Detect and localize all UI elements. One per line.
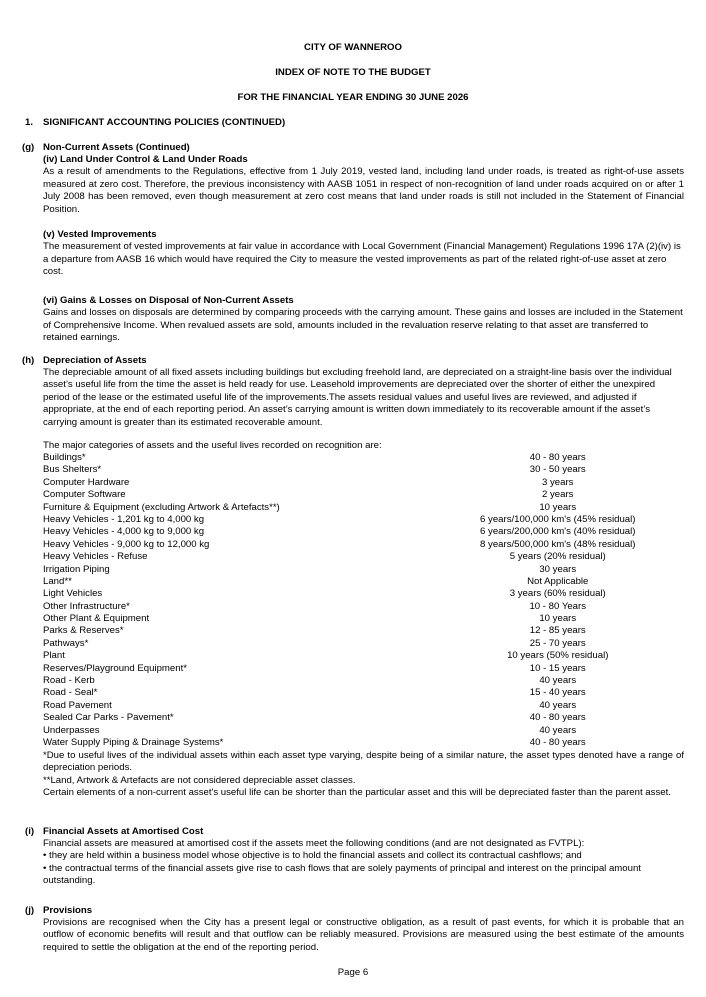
useful-life: 40 - 80 years xyxy=(529,712,586,724)
land-under-roads-text: As a result of amendments to the Regulations, effective from 1 July 2019, vested land, including land under roads, is treated as right-of-use assets measured at zero cost. Therefore, the previous inconsistency with AASB 1051 in respect of non-recognition of land under roads acquired on or after 1 July 2008 has been removed, even though measurement at zero cost means that land under roads is still not included in the Statement of Financial Position. xyxy=(43,166,684,215)
asset-category: Furniture & Equipment (excluding Artwork & Artefacts**) xyxy=(43,501,280,513)
useful-life: 6 years/200,000 km's (40% residual) xyxy=(480,526,636,538)
table-row xyxy=(43,712,684,724)
useful-life: 25 - 70 years xyxy=(529,637,586,649)
vested-improvements-title: (v) Vested Improvements xyxy=(43,229,157,240)
useful-life: 2 years xyxy=(542,489,574,501)
asset-category: Light Vehicles xyxy=(43,588,103,600)
useful-life: 8 years/500,000 km's (48% residual) xyxy=(480,538,636,550)
asset-category: Heavy Vehicles - 1,201 kg to 4,000 kg xyxy=(43,513,205,525)
asset-category: Water Supply Piping & Drainage Systems* xyxy=(43,736,224,748)
table-row xyxy=(43,588,684,600)
land-under-roads-title: (iv) Land Under Control & Land Under Roads xyxy=(43,154,248,165)
asset-category: Heavy Vehicles - Refuse xyxy=(43,551,148,563)
table-row xyxy=(43,625,684,637)
useful-life: 15 - 40 years xyxy=(529,687,586,699)
useful-life: 3 years (60% residual) xyxy=(509,588,606,600)
useful-life: 3 years xyxy=(542,476,574,488)
useful-life: 5 years (20% residual) xyxy=(509,551,606,563)
useful-life: 30 years xyxy=(539,563,577,575)
asset-category: Road Pavement xyxy=(43,699,112,711)
land-under-roads-block xyxy=(43,154,684,216)
gains-losses-title: (vi) Gains & Losses on Disposal of Non-Current Assets xyxy=(43,295,294,306)
table-row xyxy=(43,464,684,476)
depreciation-text: The depreciable amount of all fixed assets including buildings but excluding freehold land, are depreciated on a straight-line basis over the individual asset’s useful life from the time the asset is held ready for use. Leasehold improvements are depreciated over the shorter of either the unexpired period of the lease or the estimated useful life of the improvements.The assets residual values and useful lives are reviewed, and adjusted if appropriate, at the end of each reporting period. An asset’s carrying amount is written down immediately to its recoverable amount if the asset’s carrying amount is greater than its estimated recoverable amount. xyxy=(43,367,672,428)
table-row xyxy=(43,687,684,699)
table-row xyxy=(43,502,684,514)
table-row xyxy=(43,675,684,687)
useful-lives-intro: The major categories of assets and the useful lives recorded on recognition are: xyxy=(43,440,382,451)
page-number: Page 6 xyxy=(337,967,369,978)
asset-category: Heavy Vehicles - 4,000 kg to 9,000 kg xyxy=(43,526,205,538)
useful-life: 30 - 50 years xyxy=(529,464,586,476)
useful-life: 40 years xyxy=(539,675,577,687)
vested-improvements-block xyxy=(43,229,684,279)
table-row xyxy=(43,663,684,675)
org-name: CITY OF WANNEROO xyxy=(304,42,402,53)
table-row xyxy=(43,638,684,650)
asset-category: Other Plant & Equipment xyxy=(43,613,150,625)
asset-category: Computer Software xyxy=(43,489,126,501)
table-row xyxy=(43,613,684,625)
useful-life: 10 years xyxy=(539,613,577,625)
amortised-cost-text: Financial assets are measured at amortised cost if the assets meet the following conditions (and are not designated as FVTPL): xyxy=(43,838,585,849)
asset-category: Reserves/Playground Equipment* xyxy=(43,662,187,674)
gains-losses-block xyxy=(43,295,684,345)
asset-category: Land** xyxy=(43,575,72,587)
vested-improvements-text: The measurement of vested improvements at fair value in accordance with Local Government (Financial Management) Regulations 1996 17A (2)(iv) is a departure from AASB 16 which would have required the City to measure the vested improvements as part of the related right-of-use asset at zero cost. xyxy=(43,241,681,278)
useful-life: 40 - 80 years xyxy=(529,736,586,748)
table-row xyxy=(43,725,684,737)
useful-life: 10 years xyxy=(539,501,577,513)
table-row xyxy=(43,551,684,563)
asset-category: Road - Kerb xyxy=(43,675,95,687)
component-footnote: Certain elements of a non-current asset's useful life can be shorter than the particular asset and this will be depreciated faster than the parent asset. xyxy=(43,787,671,798)
useful-lives-table xyxy=(43,452,684,749)
provisions-text: Provisions are recognised when the City has a present legal or constructive obligation, as a result of past events, for which it is probable that an outflow of economic benefits will result and that outflow can be reliably measured. Provisions are measured using the best estimate of the amounts required to settle the obligation at the end of the reporting period. xyxy=(43,917,684,953)
table-row xyxy=(43,477,684,489)
asset-category: Heavy Vehicles - 9,000 kg to 12,000 kg xyxy=(43,538,210,550)
table-row xyxy=(43,700,684,712)
useful-life: 40 - 80 years xyxy=(529,452,586,463)
gains-losses-text: Gains and losses on disposals are determined by comparing proceeds with the carrying amount. These gains and losses are included in the Statement of Comprehensive Income. When revalued assets are sold, amounts included in the revaluation reserve relating to that asset are transferred to retained earnings. xyxy=(43,307,683,344)
subsection-label-j: (j) xyxy=(25,905,35,916)
amortised-cost-block xyxy=(43,838,684,888)
asset-category: Other Infrastructure* xyxy=(43,600,130,612)
useful-life: 10 - 15 years xyxy=(529,662,586,674)
asset-category: Pathways* xyxy=(43,637,89,649)
subsection-label-i: (i) xyxy=(25,826,35,837)
subsection-title-i: Financial Assets at Amortised Cost xyxy=(43,826,204,837)
table-row xyxy=(43,539,684,551)
table-row xyxy=(43,564,684,576)
table-row xyxy=(43,576,684,588)
section-title: SIGNIFICANT ACCOUNTING POLICIES (CONTINUED) xyxy=(43,117,286,128)
asset-category: Plant xyxy=(43,650,65,662)
useful-life: 10 years (50% residual) xyxy=(507,650,609,662)
table-row xyxy=(43,650,684,662)
useful-life: 40 years xyxy=(539,699,577,711)
useful-life: 40 years xyxy=(539,724,577,736)
asset-category: Parks & Reserves* xyxy=(43,625,124,637)
bullet-business-model: • they are held within a business model whose objective is to hold the financial assets and collect its contractual cashflows; and xyxy=(43,850,582,862)
useful-life: Not Applicable xyxy=(527,575,589,587)
useful-life: 10 - 80 Years xyxy=(529,600,587,612)
useful-life: 6 years/100,000 km's (45% residual) xyxy=(480,513,636,525)
document-title: INDEX OF NOTE TO THE BUDGET xyxy=(275,67,431,78)
table-row xyxy=(43,601,684,613)
table-row xyxy=(43,489,684,501)
asset-category: Irrigation Piping xyxy=(43,563,110,575)
asset-category: Sealed Car Parks - Pavement* xyxy=(43,712,174,724)
subsection-title-j: Provisions xyxy=(43,905,93,916)
non-depreciable-footnote: **Land, Artwork & Artefacts are not considered depreciable asset classes. xyxy=(43,775,356,786)
asset-category: Computer Hardware xyxy=(43,476,130,488)
subsection-title-g: Non-Current Assets (Continued) xyxy=(43,142,190,153)
asset-category: Buildings* xyxy=(43,452,86,463)
subsection-label-h: (h) xyxy=(22,355,35,366)
asset-category: Bus Shelters* xyxy=(43,464,102,476)
table-row xyxy=(43,452,684,464)
asset-category: Road - Seal* xyxy=(43,687,98,699)
asset-category: Underpasses xyxy=(43,724,100,736)
subsection-label-g: (g) xyxy=(22,142,35,153)
period-title: FOR THE FINANCIAL YEAR ENDING 30 JUNE 2026 xyxy=(237,92,469,103)
bullet-contractual-terms: • the contractual terms of the financial assets give rise to cash flows that are solely payments of principal and interest on the principal amount outstanding. xyxy=(43,862,641,887)
table-row xyxy=(43,526,684,538)
table-row xyxy=(43,737,684,749)
section-number: 1. xyxy=(25,117,34,128)
range-footnote: *Due to useful lives of the individual assets within each asset type varying, despite being of a similar nature, the asset types denoted have a range of depreciation periods. xyxy=(43,750,684,774)
table-row xyxy=(43,514,684,526)
subsection-title-h: Depreciation of Assets xyxy=(43,355,147,366)
useful-life: 12 - 85 years xyxy=(529,625,586,637)
